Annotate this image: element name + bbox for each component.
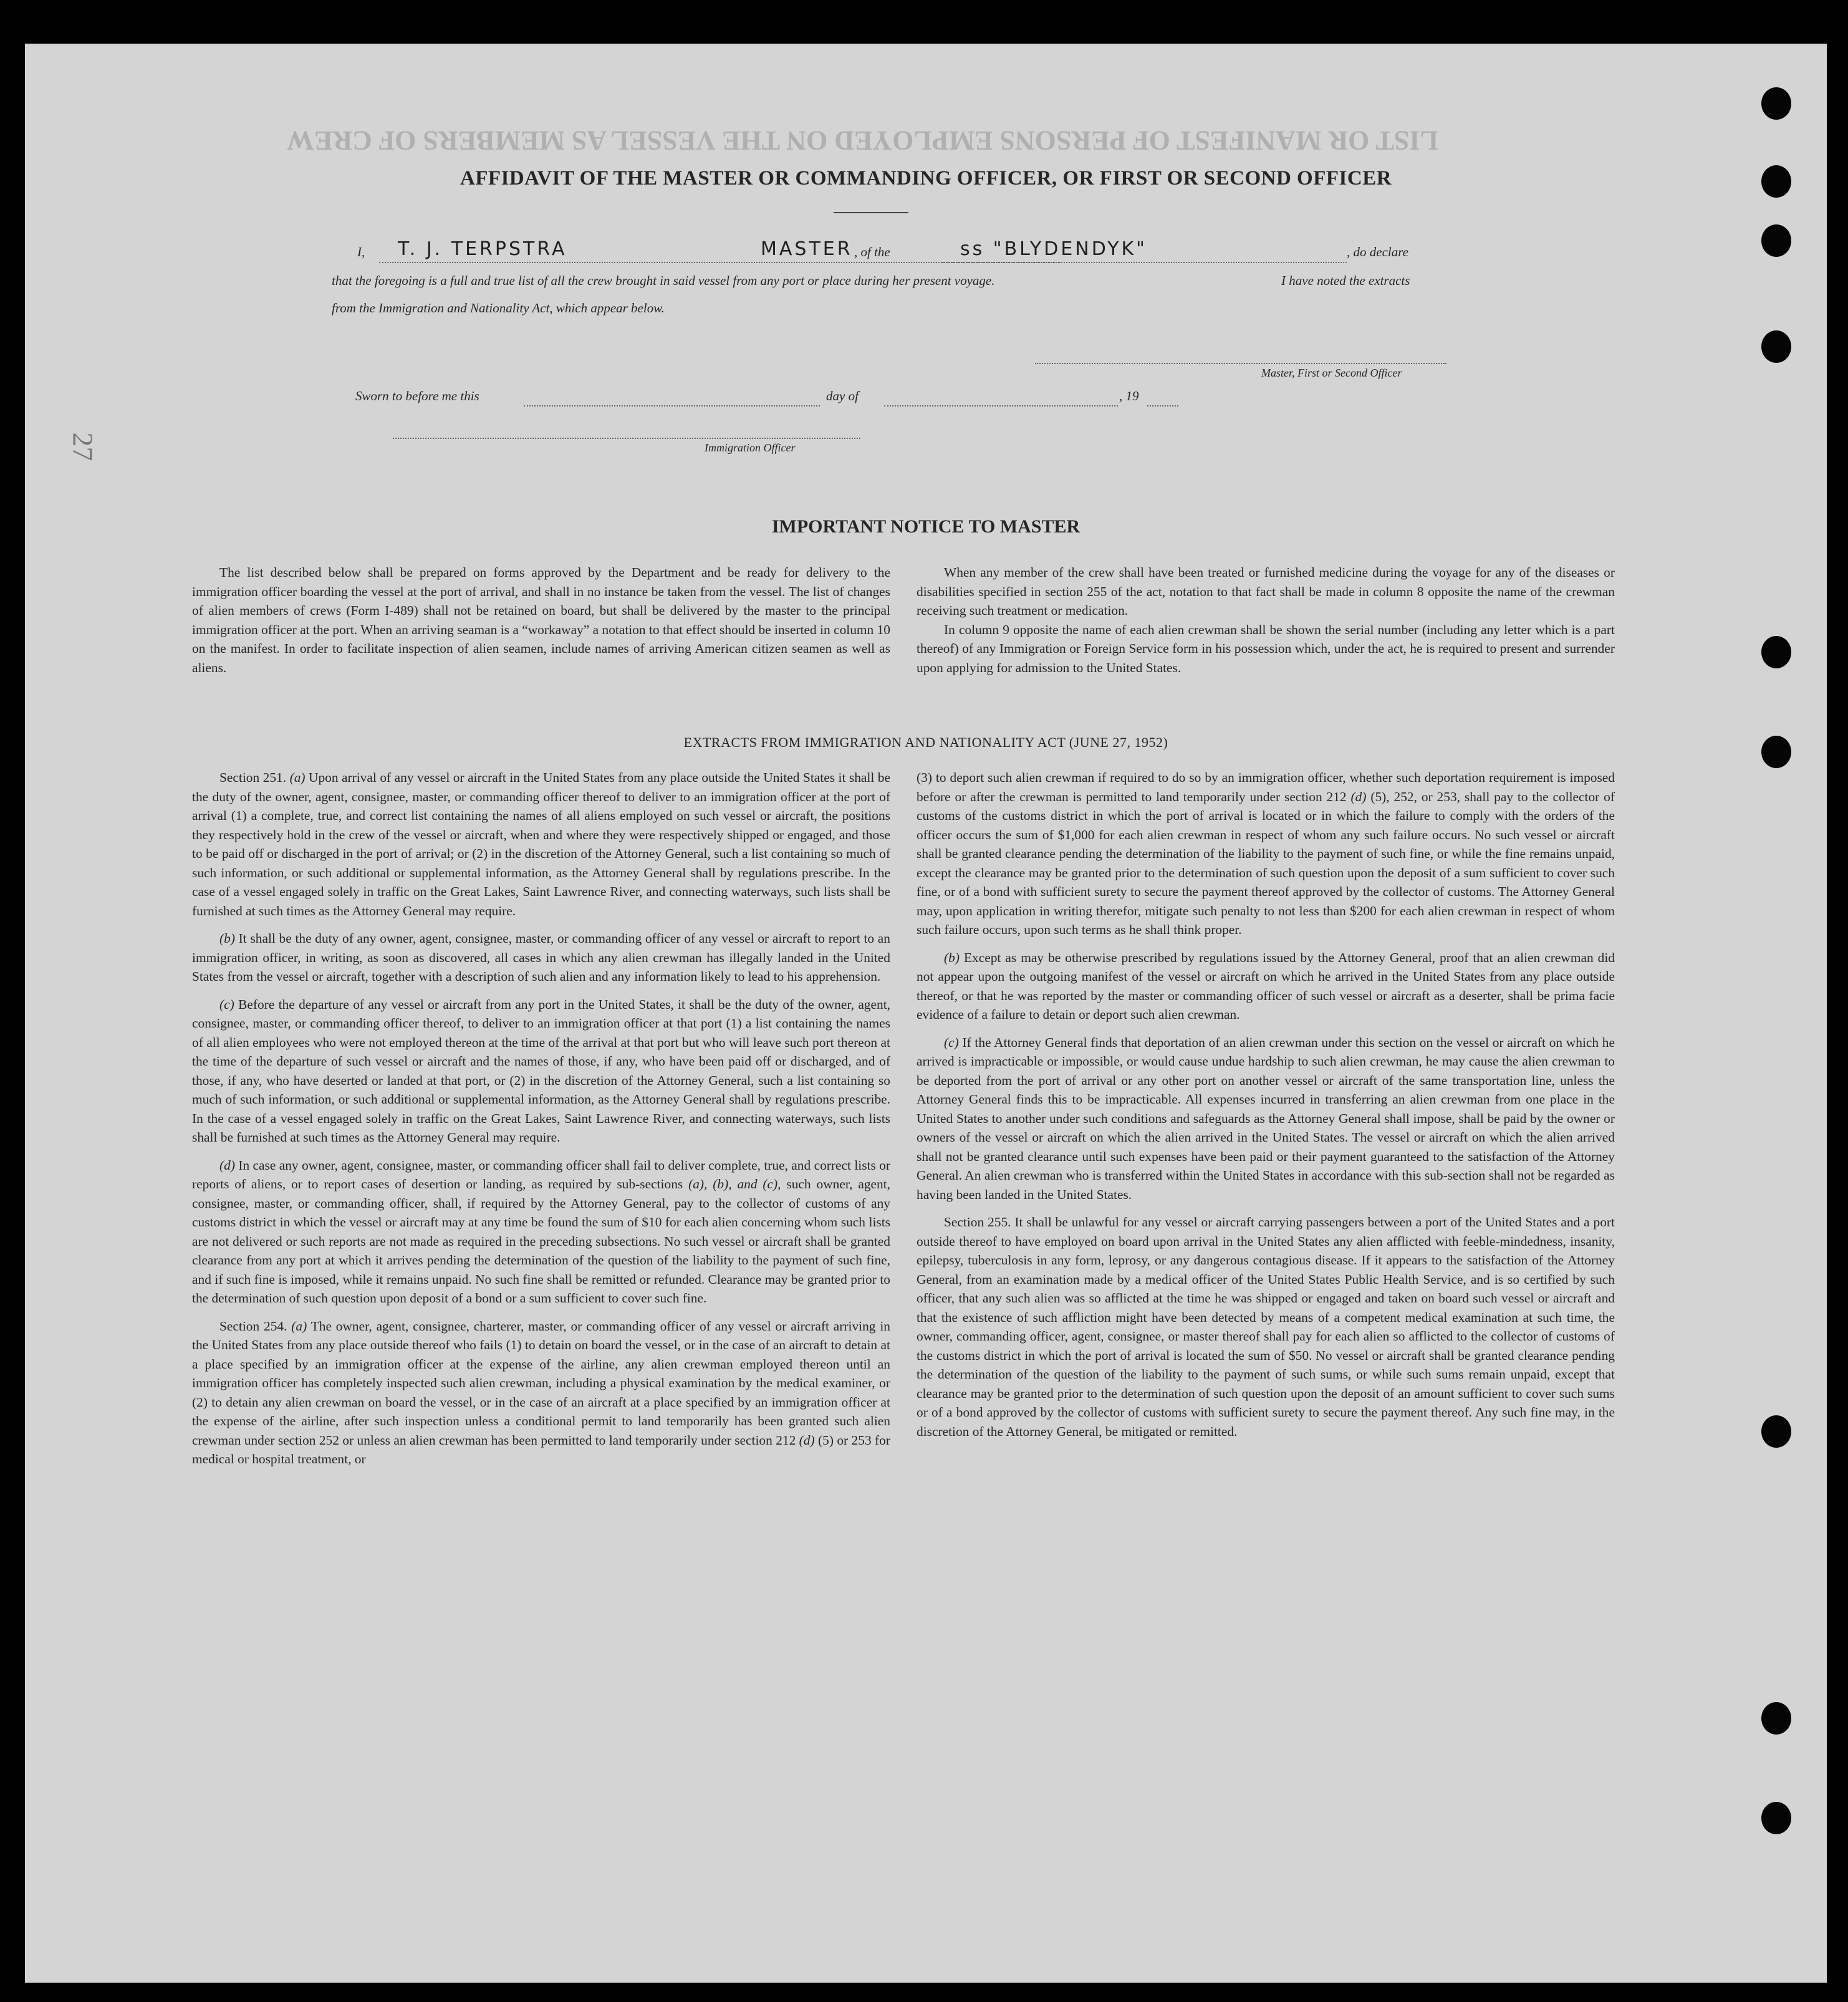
notice-right-text-1: When any member of the crew shall have been treated or furnished medicine during the voyage for any of the diseases or disabilities specified in section 255 of the act, notation to that fact shall be made in column 8 opposite the name of the crewman receiving such treatment or medication. bbox=[917, 565, 1615, 618]
affidavit-do-declare: , do declare bbox=[1347, 244, 1408, 259]
punch-hole bbox=[1761, 1702, 1791, 1735]
bleed-through-text: LIST OR MANIFEST OF PERSONS EMPLOYED ON THE VESSEL AS MEMBERS OF CREW bbox=[287, 125, 1438, 156]
section-251b: (b) It shall be the duty of any owner, agent, consignee, master, or commanding officer of any vessel or aircraft to report to an immigration officer, in writing, as soon as discovered, all cases in which any alien crewman has illegally landed in the United States from the vessel or aircraft, together with a description of such alien and any information likely to lead to his apprehension. bbox=[192, 931, 890, 984]
punch-hole bbox=[1761, 1415, 1791, 1448]
punch-hole bbox=[1761, 224, 1791, 257]
section-254b: (b) Except as may be otherwise prescribed by regulations issued by the Attorney General, proof that an alien crewman did not appear upon the outgoing manifest of the vessel or aircraft on which he arrived in the United States from any place outside thereof, or that he was reported by the master or commanding officer of such vessel or aircraft as a deserter, shall be prima facie evidence of a failure to detain or deport such alien crewman. bbox=[917, 950, 1615, 1022]
notice-title: IMPORTANT NOTICE TO MASTER bbox=[771, 516, 1080, 537]
master-name: T. J. TERPSTRA bbox=[398, 238, 567, 260]
document-page bbox=[25, 44, 1827, 1983]
vessel-name: ss "BLYDENDYK" bbox=[960, 238, 1147, 260]
section-255: Section 255. It shall be unlawful for any vessel or aircraft carrying passengers between a port of the United States and a port outside thereof to have employed on board upon arrival in the United States any alien afflicted with feeble-mindedness, insanity, epilepsy, tuberculosis in any form, leprosy, or any dangerous contagious disease. If it appears to the satisfaction of the Attorney General, from an examination made by a medical officer of the United States Public Health Service, and is so certified by such officer, that any such alien was so afflicted at the time he was shipped or engaged and taken on board such vessel or aircraft and that the existence of such affliction might have been detected by means of a competent medical examination at such time, the owner, commanding officer, agent, consignee, or master thereof shall pay for each alien so afflicted to the collector of customs of the customs district in which the port of arrival is located the sum of $50. No vessel or aircraft shall be granted clearance pending the determination of the question of the liability to the payment of such sums, or while such sums remain unpaid, except that clearance may be granted prior to the determination of such question upon the deposit of an amount sufficient to cover such sums or of a bond approved by the collector of customs with sufficient surety to secure the payment thereof. Any such fine may, in the discretion of the Attorney General, be mitigated or remitted. bbox=[917, 1215, 1615, 1439]
punch-hole bbox=[1761, 330, 1791, 363]
sworn-day-line bbox=[524, 405, 820, 407]
notice-right-text-2: In column 9 opposite the name of each alien crewman shall be shown the serial number (including any letter which is a part thereof) of any Immigration or Foreign Service form in his possession which, under the act, he is required to present and surrender upon applying for admission to the United States. bbox=[917, 622, 1615, 675]
sworn-text: Sworn to before me this bbox=[355, 388, 479, 403]
punch-hole bbox=[1761, 87, 1791, 120]
signature-line bbox=[1035, 363, 1446, 364]
affidavit-line2b: I have noted the extracts bbox=[1281, 273, 1410, 288]
section-251c: (c) Before the departure of any vessel or aircraft from any port in the United States, it shall be the duty of the owner, agent, consignee, master, or commanding officer thereof, to deliver to an immigration officer at that port (1) a list containing the names of all alien employees who were not employed thereon at the time of the arrival at that port but who will leave such port thereon at the time of the departure of such vessel or aircraft and the names of those, if any, who have been paid off or discharged, and of those, if any, who have deserted or landed at that port, or (2) in the discretion of the Attorney General, such a list containing so much of such information, or such additional or supplemental information, as the Attorney General shall by regulations prescribe. In the case of a vessel engaged solely in traffic on the Great Lakes, Saint Lawrence River, and connecting waterways, such lists shall be furnished at such times as the Attorney General may require. bbox=[192, 996, 890, 1145]
notice-left-column bbox=[192, 563, 890, 686]
title-rule bbox=[834, 212, 908, 213]
extracts-title: EXTRACTS FROM IMMIGRATION AND NATIONALITY ACT (JUNE 27, 1952) bbox=[683, 734, 1168, 750]
section-254a-continued: (3) to deport such alien crewman if required to do so by an immigration officer, whether such deportation requirement is imposed before or after the crewman is permitted to land temporarily under section 212 (d) (5), 252, or 253, shall pay to the collector of customs of the customs district in which the port of arrival is located or in which the failure to comply with the orders of the officer occurs the sum of $1,000 for each alien crewman in respect of whom any such failure occurs. No such vessel or aircraft shall be granted clearance pending the determination of the liability to the payment of such fine, or while the fine remains unpaid, except the clearance may be granted prior to the determination of such question upon the deposit of a sum sufficient to cover such fine, or of a bond with sufficient surety to secure the payment thereof approved by the collector of customs. The Attorney General may, upon application in writing therefor, mitigate such penalty to not less than $200 for each alien crewman in respect of whom such failure occurs, upon such terms as he shall think proper. bbox=[917, 770, 1615, 937]
section-251d: (d) In case any owner, agent, consignee, master, or commanding officer shall fail to deliver complete, true, and correct lists or reports of aliens, or to report cases of desertion or landing, as required by sub-sections (a), (b), and (c), such owner, agent, consignee, master, or commanding officer, shall, if required by the Attorney General, pay to the collector of customs of any customs district in which the vessel or aircraft may at any time be found the sum of $10 for each alien concerning whom such lists are not delivered or such reports are not made as required in the preceding subsections. No such vessel or aircraft shall be granted clearance from any port at which it arrives pending the determination of the question of the liability to the payment of such fine, and if such fine is imposed, while it remains unpaid. No such fine shall be remitted or refunded. Clearance may be granted prior to the determination of such question upon deposit of a bond or a sum sufficient to cover such fine. bbox=[192, 1157, 890, 1306]
section-251a: Section 251. (a) Upon arrival of any vessel or aircraft in the United States from any place outside the United States it shall be the duty of the owner, agent, consignee, master, or commanding officer thereof to deliver to an immigration officer at the port of arrival (1) a complete, true, and correct list containing the names of all aliens employed on such vessel or aircraft, the positions they respectively hold in the crew of the vessel or aircraft, when and where they were respectively shipped or engaged, and those to be paid off or discharged in the port of arrival; or (2) in the discretion of the Attorney General, such a list containing so much of such information, or such additional or supplemental information, as the Attorney General shall by regulations prescribe. In the case of a vessel engaged solely in traffic on the Great Lakes, Saint Lawrence River, and connecting waterways, such lists shall be furnished at such times as the Attorney General may require. bbox=[192, 770, 890, 918]
punch-hole bbox=[1761, 636, 1791, 668]
officer-line bbox=[393, 438, 860, 439]
notice-left-text: The list described below shall be prepared on forms approved by the Department and be ready for delivery to the immigration officer boarding the vessel at the port of arrival, and shall in no instance be taken from the vessel. The list of changes of alien members of crews (Form I-489) shall not be retained on board, but shall be delivered by the master to the principal immigration officer at the port. When an arriving seaman is a “workaway” a notation to that effect should be inserted in column 10 on the manifest. In order to facilitate inspection of alien seamen, include names of arriving American citizen seamen as well as aliens. bbox=[192, 565, 890, 675]
extracts-left-column bbox=[192, 768, 890, 1478]
extracts-right-column bbox=[917, 768, 1615, 1450]
affidavit-line3: from the Immigration and Nationality Act, which appear below. bbox=[332, 301, 665, 315]
officer-caption: Immigration Officer bbox=[705, 441, 796, 454]
section-254c: (c) If the Attorney General finds that deportation of an alien crewman under this section on the vessel or aircraft on which he arrived is impracticable or impossible, or would cause undue hardship to such alien crewman, he may cause the alien crewman to be deported from the port of arrival or any other port on another vessel or aircraft of the same transportation line, unless the Attorney General finds this to be impracticable. All expenses incurred in transferring an alien crewman from one place in the United States to another under such conditions and safeguards as the Attorney General shall impose, shall be paid by the owner or owners of the vessel or aircraft on which the alien arrived in the United States. The vessel or aircraft on which the alien arrived shall not be granted clearance until such expenses have been paid or their payment guaranteed to the satisfaction of the Attorney General. An alien crewman who is transferred within the United States in accordance with this sub-section shall not be regarded as having been landed in the United States. bbox=[917, 1034, 1615, 1202]
affidavit-line2: that the foregoing is a full and true list of all the crew brought in said vessel from any port or place during her present voyage. bbox=[332, 273, 995, 288]
margin-number: 27 bbox=[67, 432, 99, 461]
punch-hole bbox=[1761, 1802, 1791, 1834]
signature-caption: Master, First or Second Officer bbox=[1261, 367, 1402, 379]
affidavit-of-the: , of the bbox=[854, 244, 890, 259]
affidavit-title: AFFIDAVIT OF THE MASTER OR COMMANDING OFFICER, OR FIRST OR SECOND OFFICER bbox=[460, 167, 1392, 190]
sworn-month-line bbox=[884, 405, 1118, 407]
sworn-year-line bbox=[1147, 405, 1178, 407]
sworn-year: , 19 bbox=[1119, 388, 1139, 403]
vessel-line bbox=[941, 262, 1347, 263]
master-rank: MASTER bbox=[761, 238, 853, 260]
affidavit-i: I, bbox=[357, 244, 365, 259]
sworn-day-of: day of bbox=[826, 388, 859, 403]
section-254a: Section 254. (a) The owner, agent, consignee, charterer, master, or commanding officer of any vessel or aircraft arriving in the United States from any place outside thereof who fails (1) to detain on board the vessel, or in the case of an aircraft to detain at a place specified by an immigration officer at the expense of the airline, any alien crewman employed thereon until an immigration officer has completely inspected such alien crewman, including a physical examination by the medical examiner, or (2) to detain any alien crewman on board the vessel, or in the case of an aircraft at a place specified by an immigration officer at the expense of the airline, after such inspection unless a conditional permit to land temporarily has been granted such alien crewman under section 252 or unless an alien crewman has been permitted to land temporarily under section 212 (d) (5) or 253 for medical or hospital treatment, or bbox=[192, 1318, 890, 1466]
notice-right-column bbox=[917, 563, 1615, 686]
